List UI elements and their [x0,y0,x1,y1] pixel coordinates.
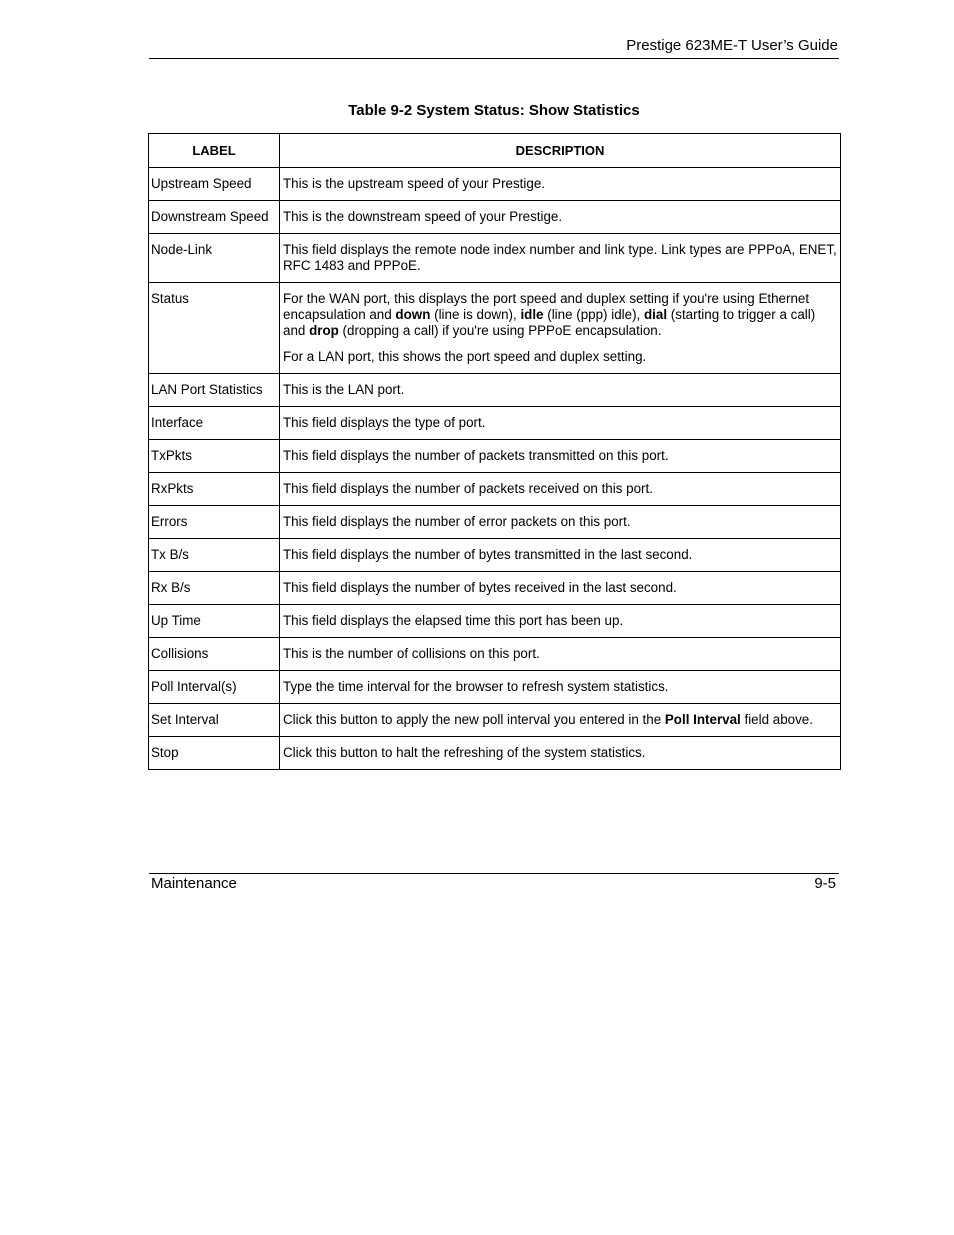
footer-section: Maintenance [151,875,237,892]
table-row [149,234,841,283]
table-body [149,168,841,770]
table-header-row [149,134,841,168]
row-description [280,539,841,572]
text-run: (starting to trigger a call) and [283,307,816,338]
description-paragraph [283,580,837,596]
description-paragraph [283,415,837,431]
text-run: This field displays the number of bytes received in the last second. [283,580,677,595]
row-label: Rx B/s [149,572,280,605]
table-row [149,605,841,638]
table-row [149,440,841,473]
statistics-table [148,133,841,770]
text-run: This is the upstream speed of your Prestige. [283,176,545,191]
row-label: Interface [149,407,280,440]
text-run: (line (ppp) idle), [543,307,644,322]
table-row [149,539,841,572]
table-row [149,283,841,374]
bold-term: idle [520,307,544,322]
row-description [280,572,841,605]
bold-term: drop [309,323,339,338]
row-label: Downstream Speed [149,201,280,234]
row-description [280,283,841,374]
text-run: This field displays the remote node index number and link type. Link types are PPPoA, ENET, RFC 1483 and PPPoE. [283,242,837,273]
text-run: (line is down), [430,307,521,322]
text-run: This field displays the type of port. [283,415,486,430]
description-paragraph [283,209,837,225]
table-row [149,671,841,704]
column-header-description: DESCRIPTION [280,134,841,168]
row-label: Tx B/s [149,539,280,572]
description-paragraph [283,382,837,398]
row-description [280,506,841,539]
row-description [280,737,841,770]
table-row [149,737,841,770]
description-paragraph [283,514,837,530]
footer-page-number: 9-5 [814,875,836,892]
description-paragraph [283,242,837,274]
row-description [280,374,841,407]
description-paragraph [283,547,837,563]
text-run: (dropping a call) if you're using PPPoE encapsulation. [338,323,662,338]
header-rule [149,58,839,59]
row-description [280,201,841,234]
text-run: For a LAN port, this shows the port speed and duplex setting. [283,349,647,364]
row-label: Up Time [149,605,280,638]
row-description [280,234,841,283]
description-paragraph [283,448,837,464]
row-label: Collisions [149,638,280,671]
row-description [280,473,841,506]
bold-term: dial [644,307,668,322]
description-paragraph [283,646,837,662]
footer-rule [149,873,839,874]
description-paragraph [283,349,837,365]
text-run: This field displays the elapsed time this port has been up. [283,613,624,628]
table-row [149,704,841,737]
row-label: Errors [149,506,280,539]
row-label: Poll Interval(s) [149,671,280,704]
row-description [280,407,841,440]
row-label: RxPkts [149,473,280,506]
row-label: TxPkts [149,440,280,473]
text-run: This field displays the number of packets received on this port. [283,481,653,496]
row-label: Node-Link [149,234,280,283]
table-caption: Table 9-2 System Status: Show Statistics [348,102,640,119]
column-header-label: LABEL [149,134,280,168]
table-row [149,572,841,605]
row-description [280,605,841,638]
row-description [280,671,841,704]
description-paragraph [283,291,837,339]
text-run: This is the downstream speed of your Prestige. [283,209,563,224]
row-label: Set Interval [149,704,280,737]
table-row [149,374,841,407]
text-run: Type the time interval for the browser to refresh system statistics. [283,679,669,694]
row-label: LAN Port Statistics [149,374,280,407]
running-header-title: Prestige 623ME-T User’s Guide [626,37,838,54]
table-row [149,638,841,671]
text-run: For the WAN port, this displays the port speed and duplex setting if you're using Ethernet encapsulation and [283,291,810,322]
text-run: Click this button to halt the refreshing of the system statistics. [283,745,646,760]
row-description [280,704,841,737]
description-paragraph [283,679,837,695]
text-run: field above. [740,712,813,727]
description-paragraph [283,745,837,761]
text-run: This field displays the number of packets transmitted on this port. [283,448,669,463]
description-paragraph [283,712,837,728]
table-row [149,473,841,506]
text-run: This field displays the number of bytes transmitted in the last second. [283,547,693,562]
bold-term: Poll Interval [664,712,741,727]
row-label: Status [149,283,280,374]
description-paragraph [283,176,837,192]
row-description [280,638,841,671]
table-row [149,506,841,539]
row-description [280,440,841,473]
text-run: This is the number of collisions on this port. [283,646,540,661]
bold-term: down [395,307,431,322]
text-run: This is the LAN port. [283,382,405,397]
row-label: Stop [149,737,280,770]
table-row [149,407,841,440]
description-paragraph [283,481,837,497]
row-label: Upstream Speed [149,168,280,201]
table-row [149,201,841,234]
table-row [149,168,841,201]
text-run: This field displays the number of error packets on this port. [283,514,631,529]
row-description [280,168,841,201]
text-run: Click this button to apply the new poll interval you entered in the [283,712,665,727]
description-paragraph [283,613,837,629]
